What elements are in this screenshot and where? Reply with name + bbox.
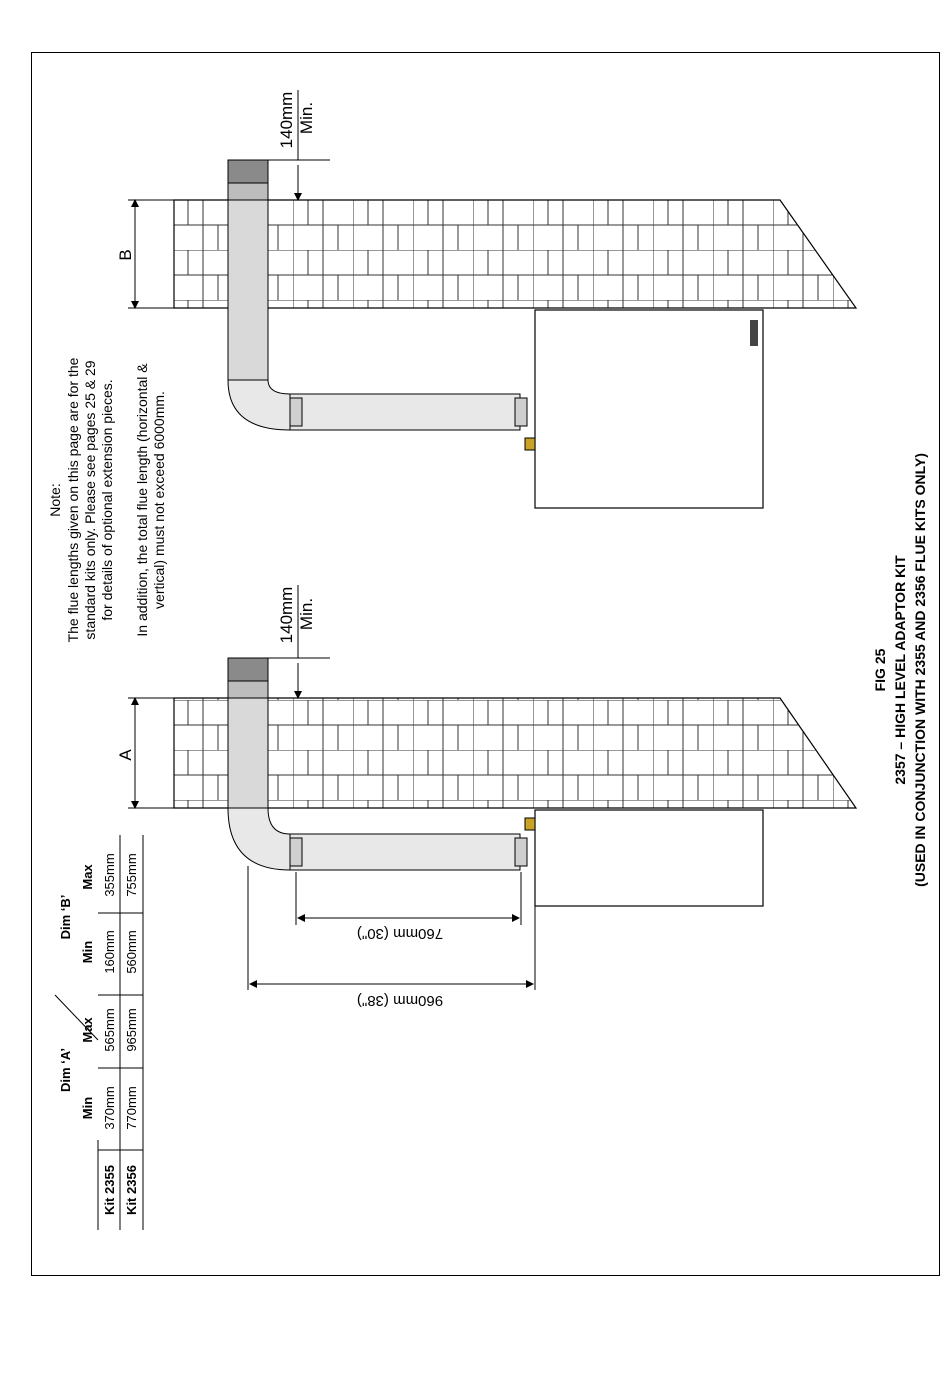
cell-2355-b-min: 160mm [102, 930, 117, 974]
row-kit-2356: Kit 2356 [124, 1165, 139, 1215]
flue-pipe-b-vertical [228, 200, 268, 380]
figure-subtitle: (USED IN CONJUNCTION WITH 2355 AND 2356 FLUE KITS ONLY) [912, 453, 928, 887]
header-b-max: Max [80, 864, 95, 890]
boiler-b [535, 310, 763, 508]
header-b-min: Min [80, 940, 95, 964]
note-extra-2: vertical) must not exceed 6000mm. [151, 391, 167, 609]
clearance-a-min: Min. [297, 597, 316, 631]
figure-number: FIG 25 [872, 648, 888, 692]
diagram-dim-a [128, 585, 856, 990]
cell-2356-a-max: 965mm [124, 1008, 139, 1052]
header-a-max: Max [80, 1017, 95, 1043]
flue-pipe-b-horizontal [290, 394, 520, 430]
wall-a [174, 698, 856, 808]
cell-2356-a-min: 770mm [124, 1086, 139, 1130]
figure-caption [872, 453, 928, 887]
clearance-b-value: 140mm [277, 91, 296, 149]
clearance-a-value: 140mm [277, 586, 296, 644]
diagram-dim-b [128, 90, 856, 508]
note-extra-1: In addition, the total flue length (horizontal & [134, 363, 150, 637]
dim-b-header: Dim ‘B’ [58, 894, 73, 940]
note-block [47, 357, 167, 642]
boiler-a [535, 810, 763, 906]
length-960-label: 960mm (38") [356, 992, 444, 1009]
note-line-3: for details of optional extension pieces. [99, 379, 115, 621]
figure-title: 2357 – HIGH LEVEL ADAPTOR KIT [892, 555, 908, 785]
note-line-2: standard kits only. Please see pages 25 & 29 [82, 360, 98, 640]
cell-2356-b-max: 755mm [124, 853, 139, 897]
dimension-table [55, 835, 143, 1230]
elbow-a [228, 808, 290, 870]
cell-2355-a-min: 370mm [102, 1086, 117, 1130]
dim-a-label: A [116, 749, 135, 761]
row-kit-2355: Kit 2355 [102, 1165, 117, 1215]
cell-2355-b-max: 355mm [102, 853, 117, 897]
clearance-b-min: Min. [297, 101, 316, 135]
note-line-1: The flue lengths given on this page are for the [65, 357, 81, 643]
header-a-min: Min [80, 1096, 95, 1120]
dim-a-header: Dim ‘A’ [58, 1047, 73, 1093]
length-760-label: 760mm (30") [356, 925, 444, 942]
note-heading: Note: [47, 483, 63, 517]
dim-b-label: B [116, 249, 135, 261]
cell-2355-a-max: 565mm [102, 1008, 117, 1052]
flue-pipe-a-horizontal [290, 834, 520, 870]
elbow-b [228, 380, 290, 430]
wall-b [174, 200, 856, 308]
cell-2356-b-min: 560mm [124, 930, 139, 974]
flue-pipe-a-vertical [228, 698, 268, 808]
